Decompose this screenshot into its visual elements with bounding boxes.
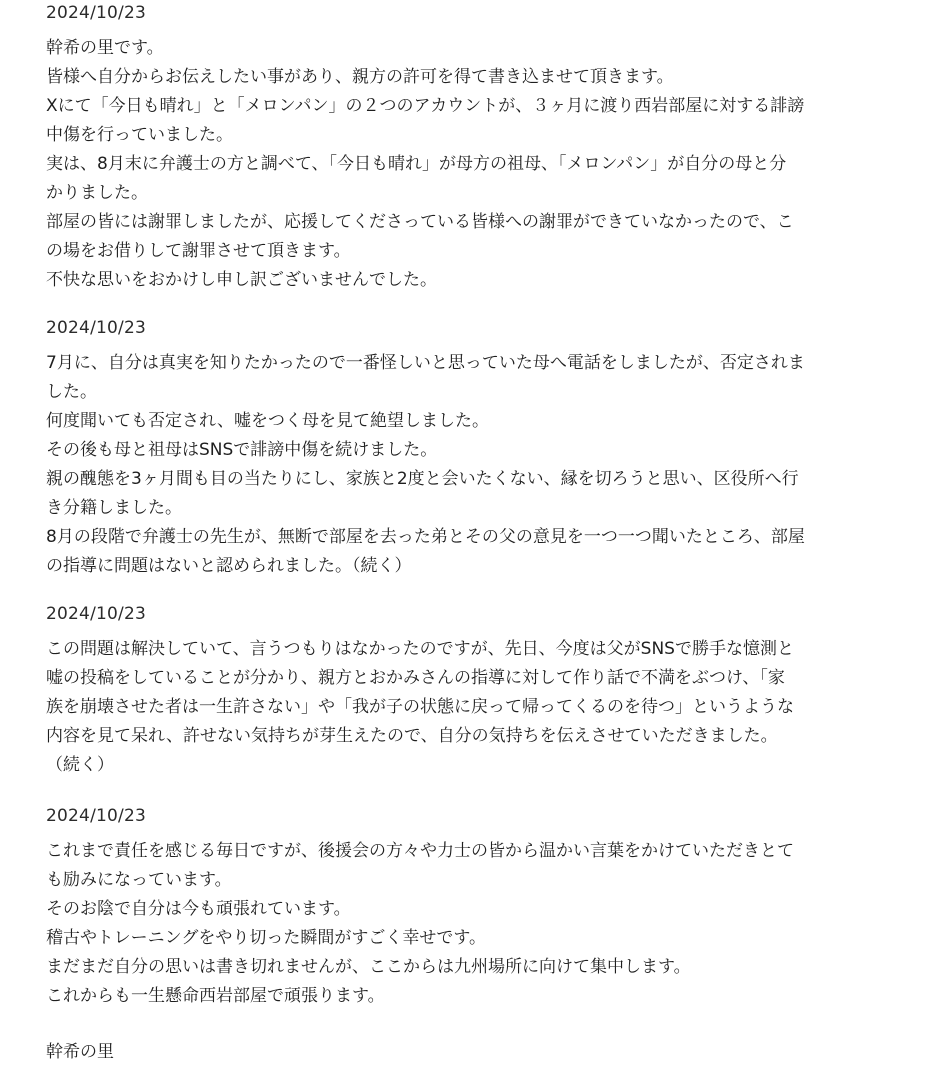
post-line: 内容を見て呆れ、許せない気持ちが芽生えたので、自分の気持ちを伝えさせていただきました。 xyxy=(46,726,778,746)
post-line: 実は、8月末に弁護士の方と調べて、「今日も晴れ」が母方の祖母、「メロンパン」が自分の母と分 xyxy=(46,154,787,174)
post-line: 中傷を行っていました。 xyxy=(46,125,233,145)
post-line: 不快な思いをおかけし申し訳ございませんでした。 xyxy=(46,270,437,290)
post-1 xyxy=(46,2,896,295)
post-line: そのお陰で自分は今も頑張れています。 xyxy=(46,899,351,919)
post-4 xyxy=(46,805,896,1011)
post-line: 部屋の皆には謝罪しましたが、応援してくださっている皆様への謝罪ができていなかったので、こ xyxy=(46,212,794,232)
post-2 xyxy=(46,317,896,581)
post-date: 2024/10/23 xyxy=(46,806,146,826)
post-body xyxy=(46,349,896,581)
post-line: き分籍しました。 xyxy=(46,498,182,518)
post-line: 嘘の投稿をしていることが分かり、親方とおかみさんの指導に対して作り話で不満をぶつけ、「家 xyxy=(46,668,785,688)
post-body xyxy=(46,837,896,1011)
post-signature: 幹希の里 xyxy=(46,1042,114,1062)
post-line: した。 xyxy=(46,382,97,402)
post-line: 族を崩壊させた者は一生許さない」や「我が子の状態に戻って帰ってくるのを待つ」というような xyxy=(46,697,794,717)
post-line: 8月の段階で弁護士の先生が、無断で部屋を去った弟とその父の意見を一つ一つ聞いたところ、部屋 xyxy=(46,527,805,547)
post-line: これからも一生懸命西岩部屋で頑張ります。 xyxy=(46,986,385,1006)
post-line: （続く） xyxy=(46,755,114,775)
post-line: まだまだ自分の思いは書き切れませんが、ここからは九州場所に向けて集中します。 xyxy=(46,957,691,977)
post-line: 親の醜態を3ヶ月間も目の当たりにし、家族と2度と会いたくない、縁を切ろうと思い、区役所へ行 xyxy=(46,469,799,489)
post-line: も励みになっています。 xyxy=(46,870,232,890)
post-line: この問題は解決していて、言うつもりはなかったのですが、先日、今度は父がSNSで勝手な憶測と xyxy=(46,639,794,659)
post-date: 2024/10/23 xyxy=(46,604,146,624)
post-date: 2024/10/23 xyxy=(46,3,146,23)
post-body xyxy=(46,635,896,780)
post-line: Xにて「今日も晴れ」と「メロンパン」の２つのアカウントが、３ヶ月に渡り西岩部屋に対する誹謗 xyxy=(46,96,805,116)
post-line: その後も母と祖母はSNSで誹謗中傷を続けました。 xyxy=(46,440,438,460)
post-line: 稽古やトレーニングをやり切った瞬間がすごく幸せです。 xyxy=(46,928,486,948)
post-line: の指導に問題はないと認められました。（続く） xyxy=(46,556,412,576)
post-line: 7月に、自分は真実を知りたかったので一番怪しいと思っていた母へ電話をしましたが、否定されま xyxy=(46,353,805,373)
post-line: 幹希の里です。 xyxy=(46,38,164,58)
post-line: これまで責任を感じる毎日ですが、後援会の方々や力士の皆から温かい言葉をかけていただきとて xyxy=(46,841,794,861)
post-date: 2024/10/23 xyxy=(46,318,146,338)
post-3 xyxy=(46,603,896,780)
post-line: 皆様へ自分からお伝えしたい事があり、親方の許可を得て書き込ませて頂きます。 xyxy=(46,67,674,87)
post-line: 何度聞いても否定され、嘘をつく母を見て絶望しました。 xyxy=(46,411,490,431)
post-line: の場をお借りして謝罪させて頂きます。 xyxy=(46,241,351,261)
post-body xyxy=(46,34,896,295)
post-line: かりました。 xyxy=(46,183,148,203)
